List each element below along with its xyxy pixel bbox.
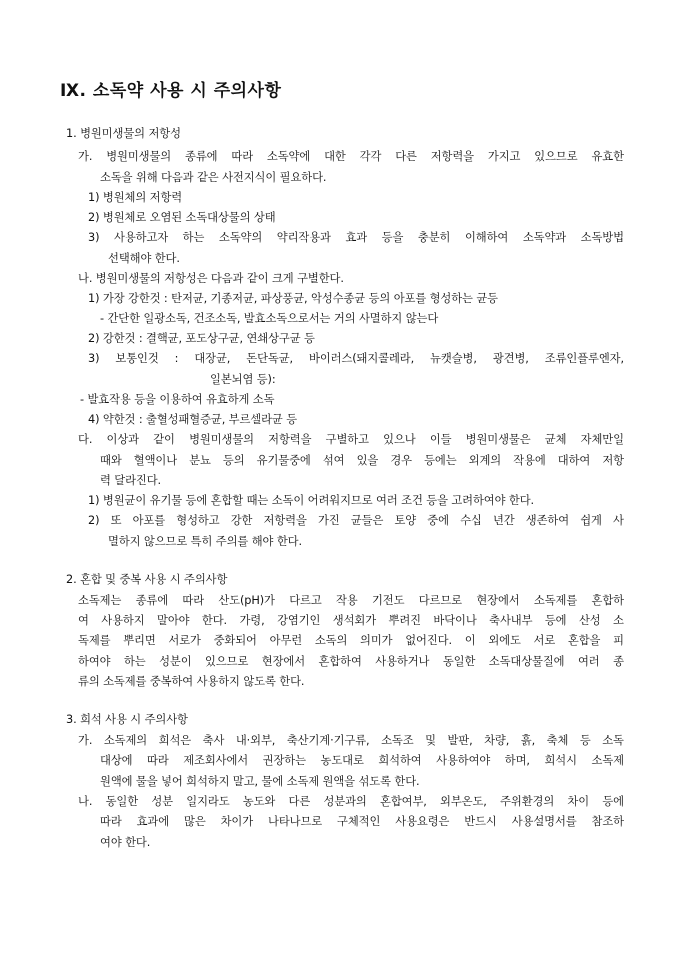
section-3-item-ga-cont-1: 대상에 따라 제조회사에서 권장하는 농도대로 희석하여 사용하여야 하며, 희석시 소독제 bbox=[100, 754, 624, 767]
section-1-heading: 1. 병원미생물의 저항성 bbox=[66, 127, 181, 140]
section-1-item-ga-cont: 소독을 위해 다음과 같은 사전지식이 필요하다. bbox=[100, 171, 327, 184]
section-1-da-sub-2-cont: 멸하지 않으므로 특히 주의를 해야 한다. bbox=[108, 535, 302, 548]
section-1-da-sub-1: 1) 병원균이 유기물 등에 혼합할 때는 소독이 어려워지므로 여러 조건 등을 고려하여야 한다. bbox=[88, 494, 535, 507]
page-title: Ⅸ. 소독약 사용 시 주의사항 bbox=[60, 81, 282, 101]
section-1-ga-sub-3: 3) 사용하고자 하는 소독약의 약리작용과 효과 등을 충분히 이해하여 소독약과 소독방법 bbox=[88, 231, 624, 244]
section-1-ga-sub-2: 2) 병원체로 오염된 소독대상물의 상태 bbox=[88, 211, 276, 224]
section-1-ga-sub-3-cont: 선택해야 한다. bbox=[108, 252, 180, 265]
section-3-item-na: 나. 동일한 성분 일지라도 농도와 다른 성분과의 혼합여부, 외부온도, 주위환경의 차이 등에 bbox=[78, 795, 624, 808]
section-1-na-sub-2: 2) 강한것 : 결핵균, 포도상구균, 연쇄상구균 등 bbox=[88, 332, 315, 345]
section-1-item-da-cont-1: 때와 혈액이나 분뇨 등의 유기물중에 섞여 있을 경우 등에는 외계의 작용에 대하여 저항 bbox=[100, 454, 624, 467]
section-2-paragraph-line-5: 류의 소독제를 중복하여 사용하지 않도록 한다. bbox=[78, 675, 305, 688]
section-2-paragraph-line-4: 하여야 하는 성분이 있으므로 현장에서 혼합하여 사용하거나 동일한 소독대상물질에 여러 종 bbox=[78, 655, 624, 668]
section-1-item-ga: 가. 병원미생물의 종류에 따라 소독약에 대한 각각 다른 저항력을 가지고 있으므로 유효한 bbox=[78, 150, 624, 163]
section-2-paragraph-line-1: 소독제는 종류에 따라 산도(pH)가 다르고 작용 기전도 다르므로 현장에서 소독제를 혼합하 bbox=[78, 594, 624, 607]
section-1-ga-sub-1: 1) 병원체의 저항력 bbox=[88, 191, 183, 204]
section-1-na-sub-3-cont: 일본뇌염 등): bbox=[210, 373, 276, 386]
section-3-item-ga: 가. 소독제의 희석은 축사 내·외부, 축산기계·기구류, 소독조 및 발판, 차량, 흙, 축체 등 소독 bbox=[78, 734, 624, 747]
section-1-item-na: 나. 병원미생물의 저항성은 다음과 같이 크게 구별한다. bbox=[78, 272, 344, 285]
section-2-paragraph-line-3: 독제를 뿌리면 서로가 중화되어 아무런 소독의 의미가 없어진다. 이 외에도 서로 혼합을 피 bbox=[78, 634, 624, 647]
section-1-na-sub-1-note: - 간단한 일광소독, 건조소독, 발효소독으로서는 거의 사멸하지 않는다 bbox=[100, 312, 439, 325]
section-1-item-da: 다. 이상과 같이 병원미생물의 저항력을 구별하고 있으나 이들 병원미생물은 균체 자체만일 bbox=[78, 433, 624, 446]
section-1-item-da-cont-2: 력 달라진다. bbox=[100, 474, 162, 487]
section-1-na-sub-3: 3) 보통인것 : 대장균, 돈단독균, 바이러스(돼지콜레라, 뉴캣슬병, 광견병, 조류인플루엔자, bbox=[88, 352, 624, 365]
section-3-item-na-cont-2: 여야 한다. bbox=[100, 836, 151, 849]
section-3-heading: 3. 희석 사용 시 주의사항 bbox=[66, 713, 188, 726]
section-1-da-sub-2: 2) 또 아포를 형성하고 강한 저항력을 가진 균들은 토양 중에 수십 년간 생존하여 쉽게 사 bbox=[88, 514, 624, 527]
section-1-na-sub-4: 4) 약한것 : 출혈성패혈증균, 부르셀라균 등 bbox=[88, 413, 298, 426]
section-3-item-na-cont-1: 따라 효과에 많은 차이가 나타나므로 구체적인 사용요령은 반드시 사용설명서를 참조하 bbox=[100, 815, 624, 828]
section-3-item-ga-cont-2: 원액에 물을 넣어 희석하지 말고, 물에 소독제 원액을 섞도록 한다. bbox=[100, 775, 420, 788]
section-2-heading: 2. 혼합 및 중복 사용 시 주의사항 bbox=[66, 573, 228, 586]
section-1-na-sub-1: 1) 가장 강한것 : 탄저균, 기종저균, 파상풍균, 악성수종균 등의 아포를 형성하는 균등 bbox=[88, 292, 498, 305]
section-1-na-sub-3-note: - 발효작용 등을 이용하여 유효하게 소독 bbox=[80, 393, 275, 406]
section-2-paragraph-line-2: 여 사용하지 말아야 한다. 가령, 강염기인 생석회가 뿌려진 바닥이나 축사내부 등에 산성 소 bbox=[78, 614, 624, 627]
